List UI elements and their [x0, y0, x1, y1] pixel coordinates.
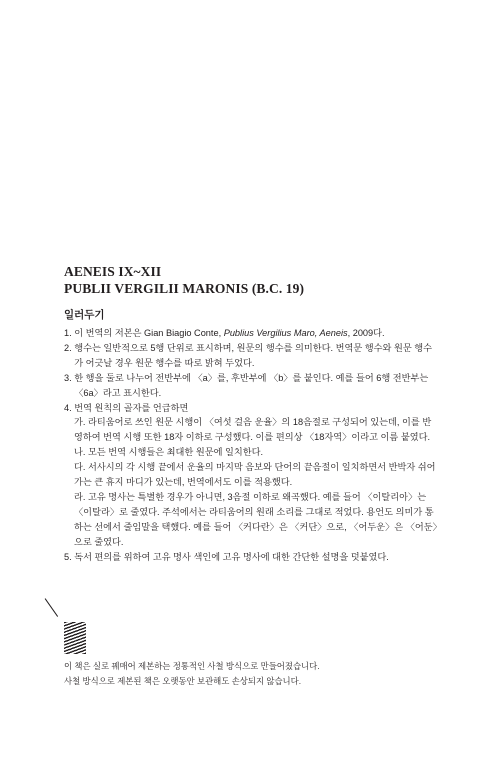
note-text-3: 한 행을 둘로 나누어 전반부에 〈a〉를, 후반부에 〈b〉를 붙인다. 예를 들어 6행 전반부는 〈6a〉라고 표시한다. — [74, 372, 429, 398]
binding-thread-icon — [45, 598, 59, 617]
note-number-1: 1. — [64, 328, 75, 338]
note-item-3 — [64, 371, 440, 401]
sewn-binding-mark-icon — [64, 622, 86, 654]
note-subitem-na: 나. 모든 번역 시행들은 최대한 원문에 일치한다. — [74, 447, 264, 458]
note-subitem-da: 다. 서사시의 각 시행 끝에서 운율의 마지막 음보와 단어의 끝음절이 일치하면서 반박자 쉬어 가는 큰 휴지 마디가 있는데, 번역에서도 이를 적용했다. — [74, 462, 436, 488]
note-1-text-after: , 2009다. — [347, 328, 385, 338]
note-text-4: 번역 원칙의 골자를 언급하면 — [74, 402, 189, 413]
binding-notice-line-1: 이 책은 실로 꿰매어 제본하는 정통적인 사철 방식으로 만들어졌습니다. — [64, 661, 320, 671]
title-block — [64, 263, 444, 297]
note-text-2: 행수는 일반적으로 5행 단위로 표시하며, 원문의 행수를 의미한다. 번역문 행수와 원문 행수가 어긋날 경우 원문 행수를 따로 밝혀 두었다. — [74, 342, 433, 368]
binding-notice — [64, 659, 444, 689]
note-subitem-ga: 가. 라티움어로 쓰인 원문 시행이 〈여섯 걸음 운율〉의 18음절로 구성되어 있는데, 이를 반영하여 번역 시행 또한 18자 이하로 구성했다. 이를 편의상 〈18자역〉이라고 이름 붙였다. — [74, 417, 432, 443]
note-number-2: 2. — [64, 342, 75, 353]
note-number-4: 4. — [64, 402, 75, 413]
note-item-4 — [64, 401, 440, 416]
note-subitem-ra: 라. 고유 명사는 특별한 경우가 아니면, 3음절 이하로 왜곡했다. 예를 들어 〈이탈리아〉는 〈이탈라〉로 줄였다. 주석에서는 라티움어의 원래 소리를 그대로 적었다. 용언도 의미가 통하는 선에서 줄임말을 택했다. 예를 들어 〈커다란〉은 〈커단〉으로, 〈어두운〉은 〈어둔〉으로 줄였다. — [74, 491, 438, 547]
title-line-2: PUBLII VERGILII MARONIS (B.C. 19) — [64, 281, 305, 296]
title-line-1: AENEIS IX~XII — [64, 264, 162, 279]
note-item-1 — [64, 326, 440, 341]
binding-notice-line-2: 사철 방식으로 제본된 책은 오랫동안 보관해도 손상되지 않습니다. — [64, 676, 302, 686]
note-item-2 — [64, 341, 440, 371]
note-number-3: 3. — [64, 372, 75, 383]
notes-heading: 일러두기 — [64, 309, 105, 321]
notes-body — [64, 326, 440, 565]
note-number-5: 5. — [64, 551, 75, 562]
note-text-5: 독서 편의를 위하여 고유 명사 색인에 고유 명사에 대한 간단한 설명을 덧붙였다. — [74, 551, 389, 562]
note-item-5 — [64, 550, 440, 565]
note-text-1 — [74, 326, 440, 341]
editorial-notes — [64, 308, 440, 565]
note-1-text-before: 이 번역의 저본은 Gian Biagio Conte, — [74, 328, 224, 338]
note-1-book-title: Publius Vergilius Maro, Aeneis — [223, 328, 348, 338]
